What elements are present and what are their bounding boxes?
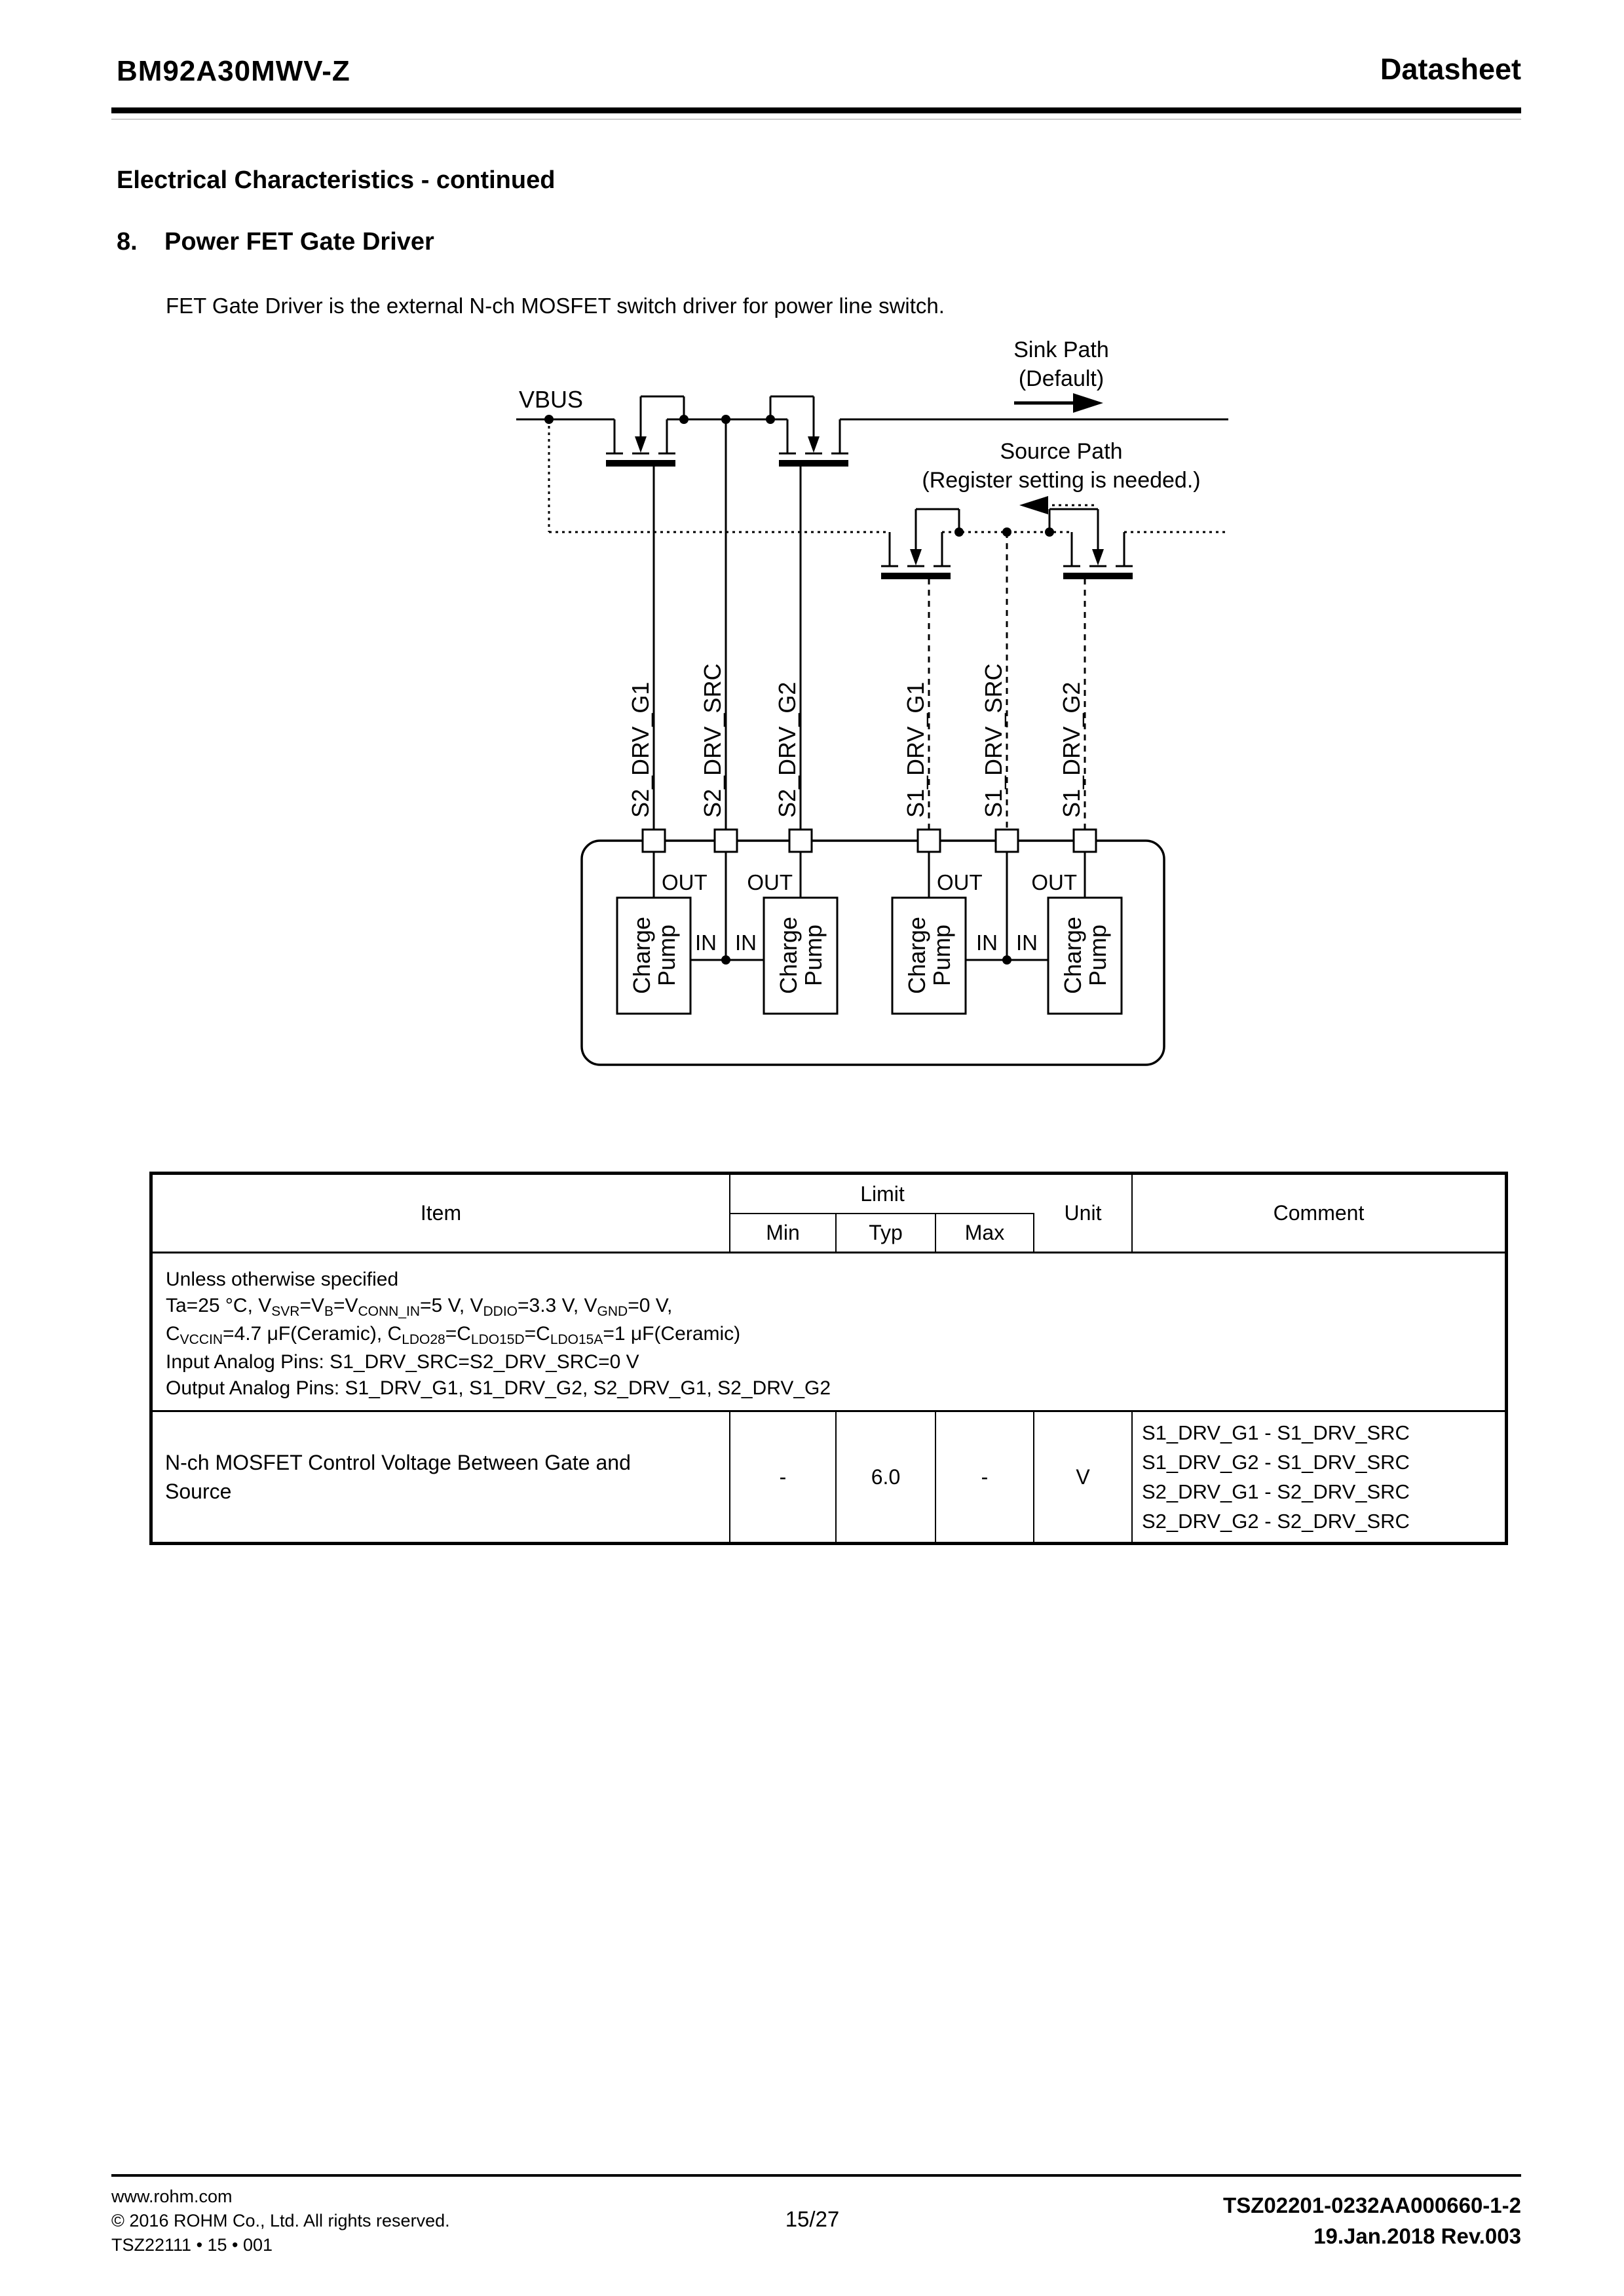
pin-s1-drv-g1 — [918, 830, 940, 852]
svg-text:OUT: OUT — [662, 870, 708, 894]
charge-pump-4 — [1048, 898, 1122, 1014]
mosfet-s2-g2 — [766, 396, 848, 463]
svg-text:OUT: OUT — [1031, 870, 1077, 894]
pin-s2-drv-g2 — [789, 830, 812, 852]
svg-text:Pump: Pump — [1084, 924, 1111, 987]
svg-text:Charge: Charge — [775, 916, 802, 995]
source-path-label: Source Path — [1000, 439, 1123, 464]
subsection-title — [117, 228, 434, 256]
footer-left-block — [111, 2185, 450, 2257]
footer-website: www.rohm.com — [111, 2187, 233, 2206]
section-title: Electrical Characteristics - continued — [117, 166, 556, 194]
page-number: 15/27 — [785, 2207, 840, 2231]
signal-label-s1-drv-src: S1_DRV_SRC — [980, 663, 1007, 818]
svg-text:OUT: OUT — [937, 870, 983, 894]
footer-right-block — [1223, 2190, 1521, 2251]
vbus-label: VBUS — [519, 386, 584, 413]
footer-rule — [111, 2174, 1521, 2177]
port-labels — [662, 870, 1077, 955]
subsection-number: 8. — [117, 228, 138, 256]
svg-text:Charge: Charge — [903, 916, 930, 995]
doc-type-label: Datasheet — [1380, 52, 1521, 86]
svg-text:Pump: Pump — [800, 924, 827, 987]
subsection-title-text: Power FET Gate Driver — [164, 228, 434, 256]
col-header-item: Item — [153, 1175, 730, 1252]
col-header-comment: Comment — [1273, 1201, 1365, 1225]
row-unit: V — [1034, 1412, 1133, 1542]
col-header-limit: Limit — [730, 1175, 1034, 1214]
pin-s1-drv-g2 — [1074, 830, 1096, 852]
circuit-svg — [485, 328, 1310, 1101]
fet-gate-driver-diagram — [485, 328, 1310, 1101]
pin-s1-drv-src — [996, 830, 1018, 852]
table-row — [153, 1410, 1505, 1542]
svg-text:IN: IN — [735, 930, 757, 955]
svg-text:Charge: Charge — [1059, 916, 1086, 995]
conditions-row: Unless otherwise specified Ta=25 °C, $V_{SVR}=V_B=V_{CONN\_IN}=5$ V, $V_{DDIO}=3.3$ V, $V_{GND}=0$ V, $C_{VCCIN}=4.7$ μF(Ceramic), $C_{LDO28}=C_{LDO15D}=C_{LDO15A}=1$ μF(Ceramic) Input Analog Pins: S1_DRV_SRC=S2_DRV_SRC=0 V Output Analog Pins: S1_DRV_G1, S1_DRV_G2, S2_DRV_G1, S2_DRV_G2 — [153, 1252, 1505, 1410]
mosfet-s1-g1 — [881, 509, 964, 576]
header-rule-thin — [111, 119, 1521, 120]
header-rule — [111, 107, 1521, 113]
source-path-sublabel: (Register setting is needed.) — [922, 468, 1201, 493]
charge-pump-2 — [764, 898, 837, 1014]
col-header-max: Max — [936, 1214, 1034, 1252]
pin-s2-drv-g1 — [643, 830, 665, 852]
charge-pump-3 — [892, 898, 966, 1014]
svg-text:Charge: Charge — [628, 916, 655, 995]
signal-label-s2-drv-g1: S2_DRV_G1 — [627, 681, 654, 818]
footer-ref-number: TSZ02201-0232AA000660-1-2 — [1223, 2193, 1521, 2217]
footer-doc-code: TSZ22111 • 15 • 001 — [111, 2235, 273, 2255]
row-typ: 6.0 — [837, 1412, 936, 1542]
section-description: FET Gate Driver is the external N-ch MOSFET switch driver for power line switch. — [166, 294, 945, 318]
part-number: BM92A30MWV-Z — [117, 55, 350, 87]
signal-label-s2-drv-g2: S2_DRV_G2 — [774, 681, 801, 818]
charge-pump-1 — [617, 898, 690, 1014]
row-comment: S1_DRV_G1 - S1_DRV_SRC S1_DRV_G2 - S1_DRV_SRC S2_DRV_G1 - S2_DRV_SRC S2_DRV_G2 - S2_DRV_SRC — [1142, 1421, 1410, 1533]
spec-table — [149, 1172, 1508, 1545]
mosfet-s1-g2 — [1045, 509, 1133, 576]
footer-copyright: © 2016 ROHM Co., Ltd. All rights reserved. — [111, 2211, 450, 2230]
sink-path-sublabel: (Default) — [1018, 366, 1105, 391]
source-path-arrow-icon — [1019, 496, 1096, 514]
svg-text:OUT: OUT — [747, 870, 793, 894]
row-min: - — [730, 1412, 837, 1542]
row-max: - — [936, 1412, 1034, 1542]
signal-label-s1-drv-g1: S1_DRV_G1 — [902, 681, 929, 818]
spec-table-header — [153, 1175, 1505, 1252]
row-item: N-ch MOSFET Control Voltage Between Gate and Source — [153, 1412, 730, 1542]
sink-path-label: Sink Path — [1013, 337, 1109, 362]
col-header-unit: Unit — [1034, 1175, 1133, 1252]
vbus-junction-dot — [544, 415, 554, 424]
svg-text:IN: IN — [695, 930, 717, 955]
sink-path-arrow-icon — [1014, 393, 1103, 413]
mosfet-s2-g1 — [606, 396, 689, 463]
col-header-typ: Typ — [837, 1214, 936, 1252]
pin-s2-drv-src — [715, 830, 737, 852]
svg-text:IN: IN — [976, 930, 998, 955]
svg-text:IN: IN — [1016, 930, 1038, 955]
svg-text:Pump: Pump — [928, 924, 955, 987]
svg-text:Pump: Pump — [653, 924, 680, 987]
signal-label-s1-drv-g2: S1_DRV_G2 — [1058, 681, 1085, 818]
signal-label-s2-drv-src: S2_DRV_SRC — [699, 663, 726, 818]
footer-revision: 19.Jan.2018 Rev.003 — [1313, 2224, 1521, 2248]
col-header-min: Min — [730, 1214, 837, 1252]
